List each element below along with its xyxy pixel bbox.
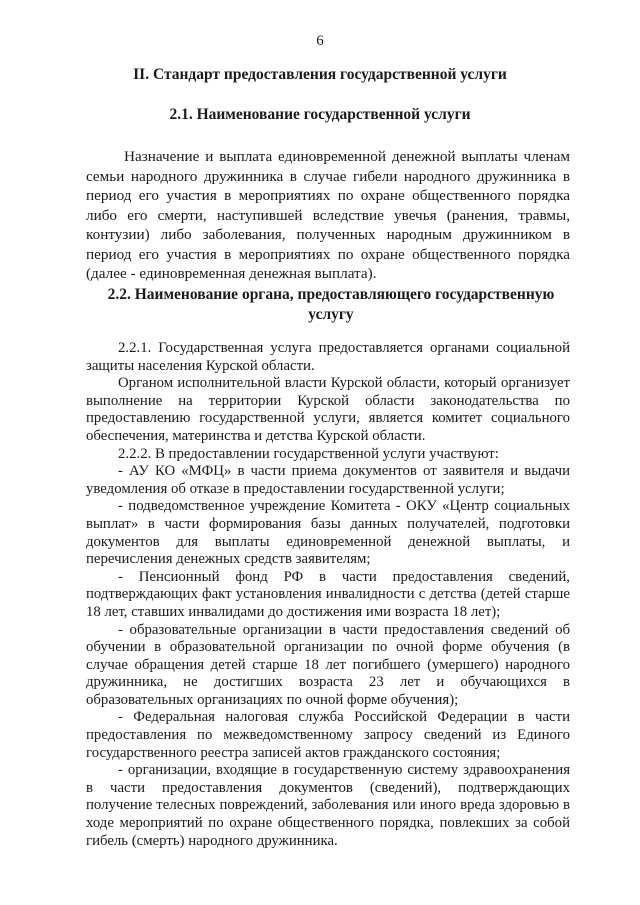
subsection-1-heading: 2.1. Наименование государственной услуги [169,106,471,123]
subsection-1-text: Назначение и выплата единовременной денежной выплаты членам семьи народного дружинника в случае гибели народного дружинника в период его участия в мероприятиях по охране общественного порядка либо его смерти, наступившей вследствие увечья (ранения, травмы, контузии) либо заболевания, полученных народным дружинником в период его участия в мероприятиях по охране общественного порядка (далее - единовременная денежная выплата). [86,148,570,282]
list-item-oku: - подведомственное учреждение Комитета - ОКУ «Центр социальных выплат» в части формирования базы данных получателей, подготовки документов для выплаты единовременной денежной выплаты, и перечисления денежных средств заявителям; [86,498,570,568]
list-item-pension-fund: - Пенсионный фонд РФ в части предоставления сведений, подтверждающих факт установления инвалидности с детства (детей старше 18 лет, ставших инвалидами до достижения ими возраста 18 лет); [86,568,570,620]
page-number: 6 [316,33,324,49]
paragraph-executive-authority: Органом исполнительной власти Курской области, который организует выполнение на территории Курской области законодательства по предоставлению государственной услуги, является комитет социального обеспечения, материнства и детства Курской области. [86,375,570,444]
paragraph-2-2-1: 2.2.1. Государственная услуга предоставляется органами социальной защиты населения Курской области. [86,340,570,374]
paragraph-2-2-2: 2.2.2. В предоставлении государственной услуги участвуют: [118,445,499,462]
subsection-2-body [86,340,570,850]
list-item-tax-service: - Федеральная налоговая служба Российской Федерации в части предоставления по межведомственному запросу сведений из Единого государственного реестра записей актов гражданского состояния; [86,709,570,761]
section-heading: II. Стандарт предоставления государственной услуги [133,66,507,83]
list-item-education: - образовательные организации в части предоставления сведений об обучении в образовательной организации по очной форме обучения (в случае обращения детей старше 18 лет погибшего (умершего) народного дружинника, не достигших возраста 23 лет и обучающихся в образовательных организациях по очной форме обучения); [86,621,570,708]
list-item-mfc: - АУ КО «МФЦ» в части приема документов от заявителя и выдачи уведомления об отказе в предоставлении государственной услуги; [86,463,570,497]
subsection-2-heading: 2.2. Наименование органа, предоставляющего государственную услугу [107,286,555,323]
subsection-1-paragraph [86,147,570,284]
list-item-healthcare: - организации, входящие в государственную систему здравоохранения в части предоставления документов (сведений), подтверждающих получение телесных повреждений, заболевания или иного вреда здоровью в ходе мероприятий по охране общественного порядка, повлекших за собой гибель (смерть) народного дружинника. [86,762,570,849]
